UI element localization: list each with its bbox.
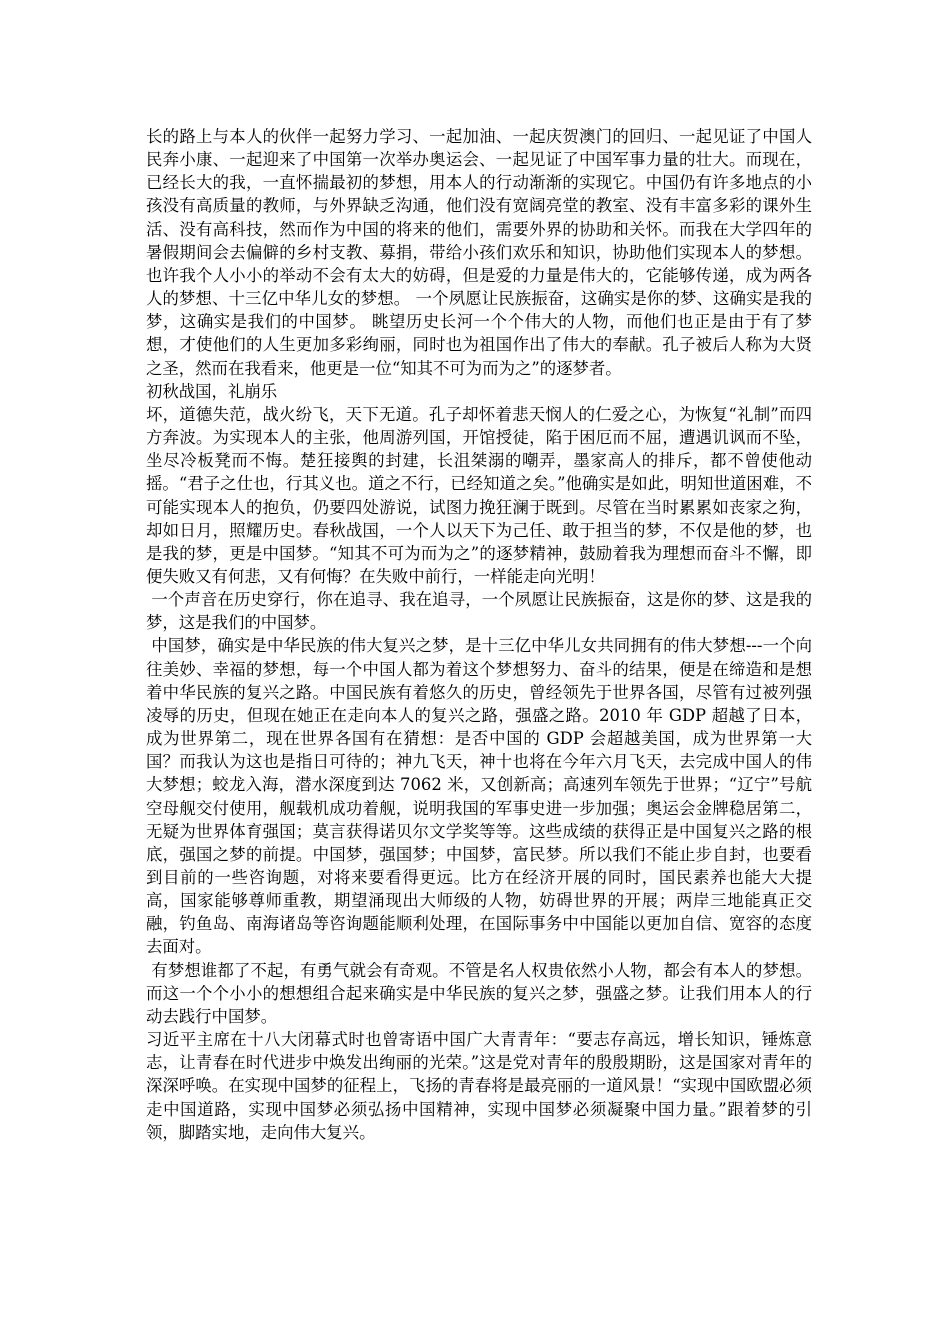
paragraph-china-dream: 中国梦，确实是中华民族的伟大复兴之梦，是十三亿中华儿女共同拥有的伟大梦想---一个向往美妙、幸福的梦想，每一个中国人都为着这个梦想努力、奋斗的结果，便是在缔造和是想着中华民族的复兴之路。中国民族有着悠久的历史，曾经领先于世界各国，尽管有过被列强凌辱的历史，但现在她正在走向本人的复兴之路，强盛之路。2010 年 GDP 超越了日本，成为世界第二，现在世界各国有在猜想：是否中国的 GDP 会超越美国，成为世界第一大国？而我认为这也是指日可待的；神九飞天，神十也将在今年六月飞天，去完成中国人的伟大梦想；蛟龙入海，潜水深度到达 7062 米，又创新高；高速列车领先于世界；“辽宁”号航空母舰交付使用，舰载机成功着舰，说明我国的军事史进一步加强；奥运会金牌稳居第二，无疑为世界体育强国；莫言获得诺贝尔文学奖等等。这些成绩的获得正是中国复兴之路的根底，强国之梦的前提。中国梦，强国梦；中国梦，富民梦。所以我们不能止步自封，也要看到目前的一些咨询题，对将来要看得更远。比方在经济开展的同时，国民素养也能大大提高，国家能够尊师重教，期望涌现出大师级的人物，妨碍世界的开展；两岸三地能真正交融，钓鱼岛、南海诸岛等咨询题能顺利处理，在国际事务中中国能以更加自信、宽容的态度去面对。 bbox=[146, 636, 812, 957]
paragraph-confucius: 坏，道德失范，战火纷飞，天下无道。孔子却怀着悲天悯人的仁爱之心，为恢复“礼制”而四方奔波。为实现本人的主张，他周游列国，开馆授徒，陷于困厄而不屈，遭遇讥讽而不坠，坐尽冷板凳而不悔。楚狂接舆的封建，长沮桀溺的嘲弄，墨家高人的排斥，都不曾使他动摇。“君子之仕也，行其义也。道之不行，已经知道之矣。”他确实是如此，明知世道困难，不可能实现本人的抱负，仍要四处游说，试图力挽狂澜于既到。尽管在当时累累如丧家之狗，却如日月，照耀历史。春秋战国，一个人以天下为己任、敢于担当的梦，不仅是他的梦，也是我的梦，更是中国梦。“知其不可为而为之”的逐梦精神，鼓励着我为理想而奋斗不懈，即便失败又有何悲，又有何悔？在失败中前行，一样能走向光明！ bbox=[146, 404, 812, 586]
paragraph-xi-message: 习近平主席在十八大闭幕式时也曾寄语中国广大青青年：“要志存高远，增长知识，锤炼意志，让青春在时代进步中焕发出绚丽的光荣。”这是党对青年的殷殷期盼，这是国家对青年的深深呼唤。在实现中国梦的征程上，飞扬的青春将是最亮丽的一道风景！“实现中国欧盟必须走中国道路，实现中国梦必须弘扬中国精神，实现中国梦必须凝聚中国力量。”跟着梦的引领，脚踏实地，走向伟大复兴。 bbox=[146, 1030, 812, 1142]
document-body bbox=[146, 125, 812, 1144]
paragraph-childhood-dream: 长的路上与本人的伙伴一起努力学习、一起加油、一起庆贺澳门的回归、一起见证了中国人民奔小康、一起迎来了中国第一次举办奥运会、一起见证了中国军事力量的壮大。而现在，已经长大的我，一直怀揣最初的梦想，用本人的行动渐渐的实现它。中国仍有许多地点的小孩没有高质量的教师，与外界缺乏沟通，他们没有宽阔亮堂的教室、没有丰富多彩的课外生活、没有高科技，然而作为中国的将来的他们，需要外界的协助和关怀。而我在大学四年的暑假期间会去偏僻的乡村支教、募捐，带给小孩们欢乐和知识，协助他们实现本人的梦想。也许我个人小小的举动不会有太大的妨碍，但是爱的力量是伟大的，它能够传递，成为两各人的梦想、十三亿中华儿女的梦想。 一个夙愿让民族振奋，这确实是你的梦、这确实是我的梦，这确实是我们的中国梦。 眺望历史长河一个个伟大的人物，而他们也正是由于有了梦想，才使他们的人生更加多彩绚丽，同时也为祖国作出了伟大的奉献。孔子被后人称为大贤之圣，然而在我看来，他更是一位“知其不可为而为之”的逐梦者。 bbox=[146, 127, 812, 378]
paragraph-voice-in-history: 一个声音在历史穿行，你在追寻、我在追寻，一个夙愿让民族振奋，这是你的梦、这是我的梦，这是我们的中国梦。 bbox=[146, 590, 812, 633]
paragraph-having-dreams: 有梦想谁都了不起，有勇气就会有奇观。不管是名人权贵依然小人物，都会有本人的梦想。而这一个个小小的想想组合起来确实是中华民族的复兴之梦，强盛之梦。让我们用本人的行动去践行中国梦。 bbox=[146, 960, 812, 1026]
paragraph-spring-autumn-heading: 初秋战国，礼崩乐 bbox=[146, 381, 278, 401]
